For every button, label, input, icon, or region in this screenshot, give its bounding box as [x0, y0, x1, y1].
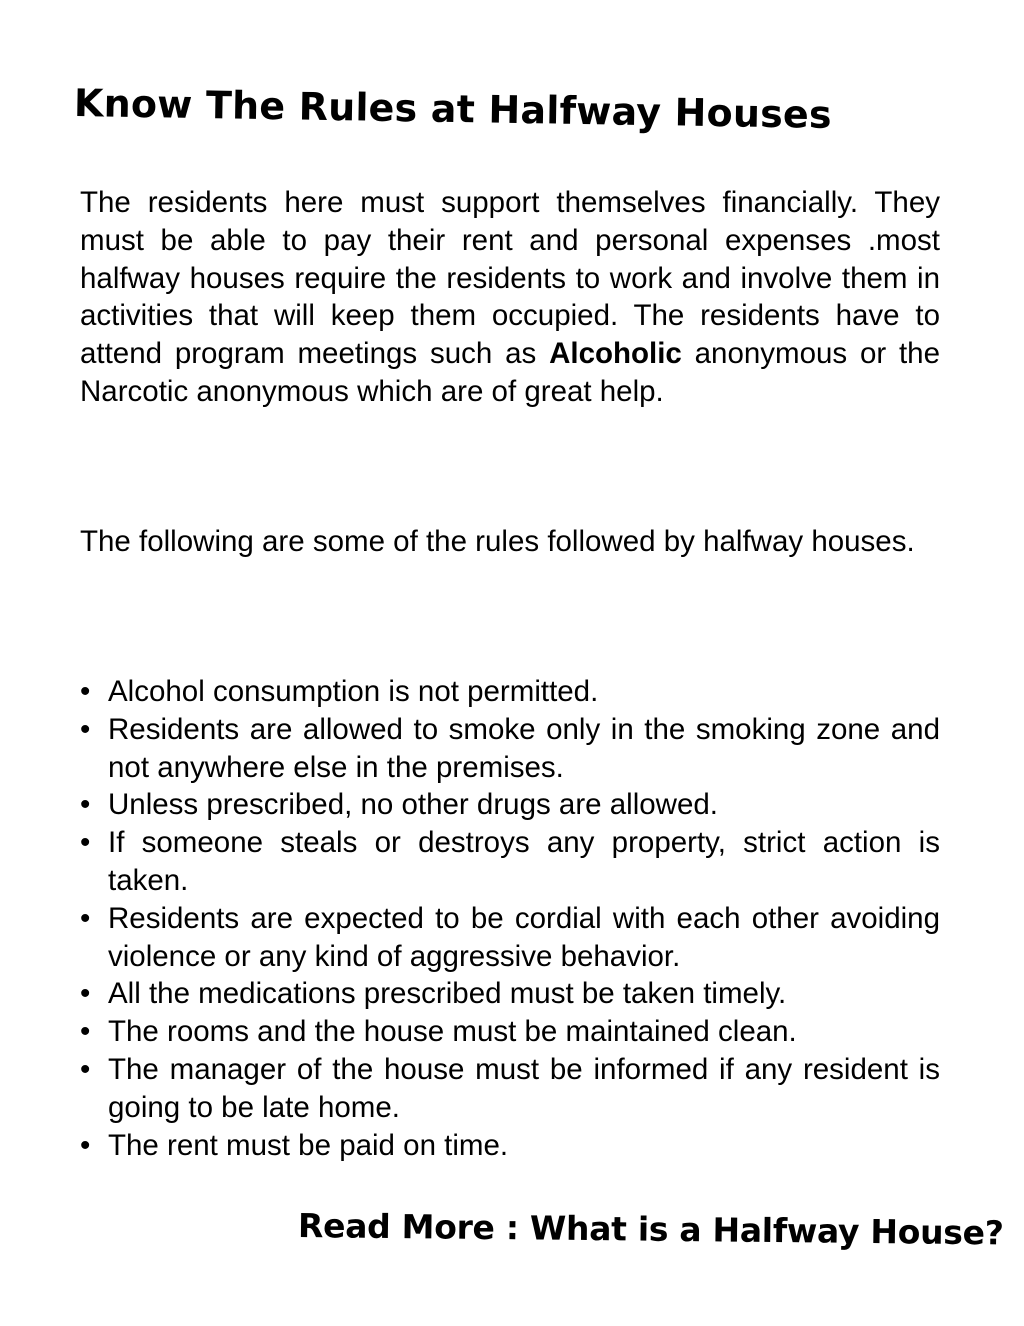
rules-list — [80, 673, 940, 1164]
bullet-icon: • — [80, 1128, 91, 1162]
bullet-icon: • — [80, 901, 91, 935]
rule-text: Residents are allowed to smoke only in the smoking zone and not anywhere else in the premises. — [108, 712, 940, 784]
intro-emphasis: Alcoholic — [549, 337, 682, 371]
intro-text-end: anonymous or the Narcotic anonymous which are of great help. — [80, 337, 940, 408]
bullet-icon: • — [80, 788, 91, 822]
rule-item — [80, 1127, 940, 1165]
rule-item — [80, 975, 940, 1013]
rule-item — [80, 900, 940, 976]
bullet-icon: • — [80, 675, 91, 708]
rule-item — [80, 1051, 940, 1127]
rule-text: All the medications prescribed must be taken timely. — [108, 977, 787, 1011]
rules-intro-paragraph: The following are some of the rules followed by halfway houses. — [80, 525, 915, 558]
rule-text: The rent must be paid on time. — [108, 1128, 509, 1162]
intro-paragraph — [80, 184, 940, 411]
bullet-icon: • — [80, 1052, 91, 1086]
bullet-icon: • — [80, 977, 91, 1011]
rule-item — [80, 824, 940, 900]
rule-item — [80, 786, 940, 824]
rule-text: If someone steals or destroys any property, strict action is taken. — [108, 826, 940, 897]
rule-text: The manager of the house must be informed if any resident is going to be late home. — [108, 1052, 940, 1124]
rule-item — [80, 711, 940, 787]
bullet-icon: • — [80, 1015, 91, 1049]
page-title: Know The Rules at Halfway Houses — [73, 81, 833, 137]
bullet-icon: • — [80, 826, 91, 860]
rule-item — [80, 1013, 940, 1051]
rule-item — [80, 673, 940, 711]
bullet-icon: • — [80, 712, 91, 746]
rule-text: Residents are expected to be cordial with each other avoiding violence or any kind of aggressive behavior. — [108, 901, 940, 973]
rule-text: Unless prescribed, no other drugs are allowed. — [108, 788, 718, 822]
intro-text-start: The residents here must support themselves financially. They must be able to pay their rent and personal expenses .most halfway houses require the residents to work and involve them in activities that will keep them occupied. The residents have to attend program meetings such as — [80, 186, 940, 371]
read-more-heading: Read More : What is a Halfway House? — [297, 1206, 1004, 1253]
rule-text: Alcohol consumption is not permitted. — [108, 675, 599, 708]
rule-text: The rooms and the house must be maintained clean. — [108, 1015, 797, 1049]
